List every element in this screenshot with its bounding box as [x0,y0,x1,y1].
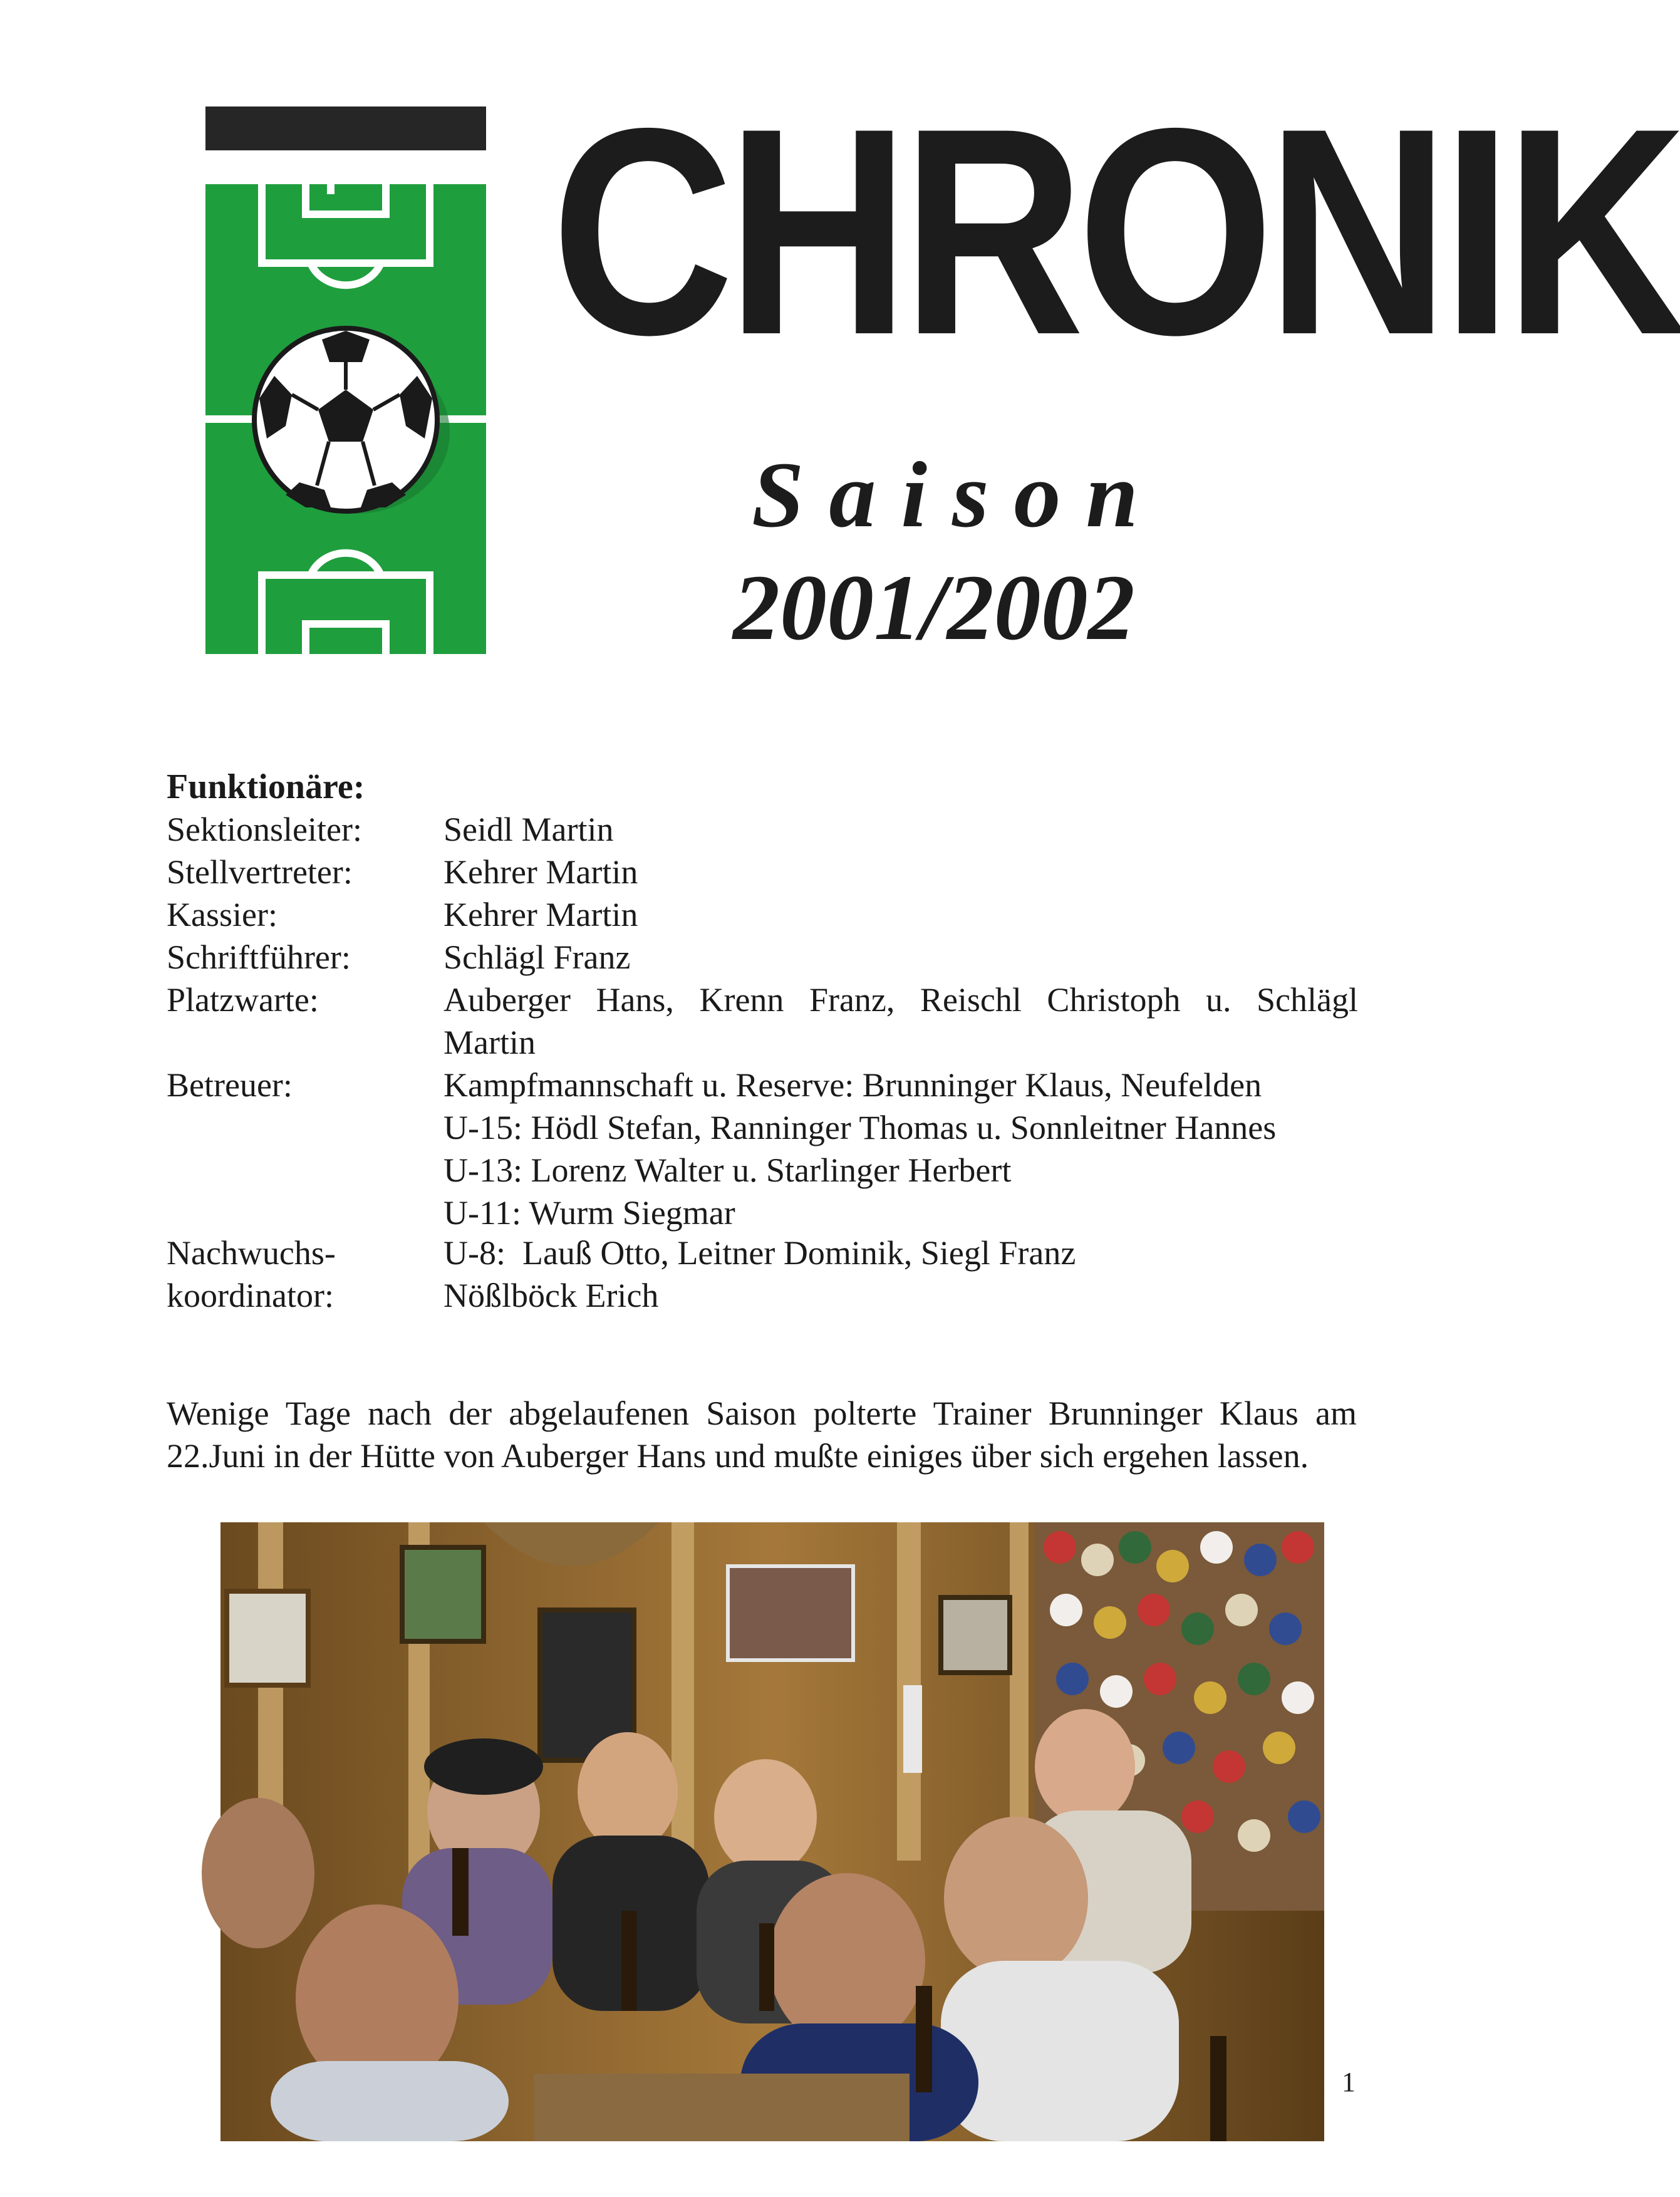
role-label: Kassier: [167,896,277,933]
intro-paragraph: Wenige Tage nach der abgelaufenen Saison polterte Trainer Brunninger Klaus am 22.Juni in der Hütte von Auberger Hans und mußte einiges über sich ergehen lassen. [167,1395,1357,1475]
role-value: Seidl Martin [443,811,614,848]
role-value-line: Auberger Hans, Krenn Franz, Reischl Christoph u. Schlägl [443,981,1358,1019]
functionary-row-coaches [167,1064,1357,1234]
role-value: Nößlböck Erich [443,1277,659,1314]
season-years: 2001/2002 [733,556,1135,660]
role-value-line: U-11: Wurm Siegmar [443,1194,735,1232]
role-label: Sektionsleiter: [167,811,362,848]
functionaries-heading: Funktionäre: [167,767,365,806]
role-label: Stellvertreter: [167,853,353,891]
role-label: Platzwarte: [167,981,319,1019]
club-logo [205,106,486,658]
role-label: Nachwuchs- [167,1234,336,1272]
role-value: Schlägl Franz [443,938,631,976]
role-value-line: U-13: Lorenz Walter u. Starlinger Herbert [443,1151,1012,1189]
role-value: U-8: Lauß Otto, Leitner Dominik, Siegl Franz [443,1234,1076,1272]
group-photo-in-hut-icon [220,1522,1324,2141]
season-label: Saison [752,443,1163,547]
role-value: Kehrer Martin [443,853,638,891]
role-value-block [443,1064,1358,1234]
role-label: koordinator: [167,1277,334,1314]
role-label: Schriftführer: [167,938,351,976]
role-label: Betreuer: [167,1066,293,1104]
role-value: Kehrer Martin [443,896,638,933]
chronicle-title: CHRONIK [551,67,1680,396]
page-number: 1 [1342,2067,1356,2097]
functionary-row-groundskeepers [167,979,1357,1064]
soccer-ball-icon [254,328,437,511]
role-value-line: Martin [443,1024,536,1061]
role-value-line: Kampfmannschaft u. Reserve: Brunninger Klaus, Neufelden [443,1066,1262,1104]
role-value-line: U-15: Hödl Stefan, Ranninger Thomas u. Sonnleitner Hannes [443,1109,1277,1146]
role-value-block [443,979,1358,1064]
